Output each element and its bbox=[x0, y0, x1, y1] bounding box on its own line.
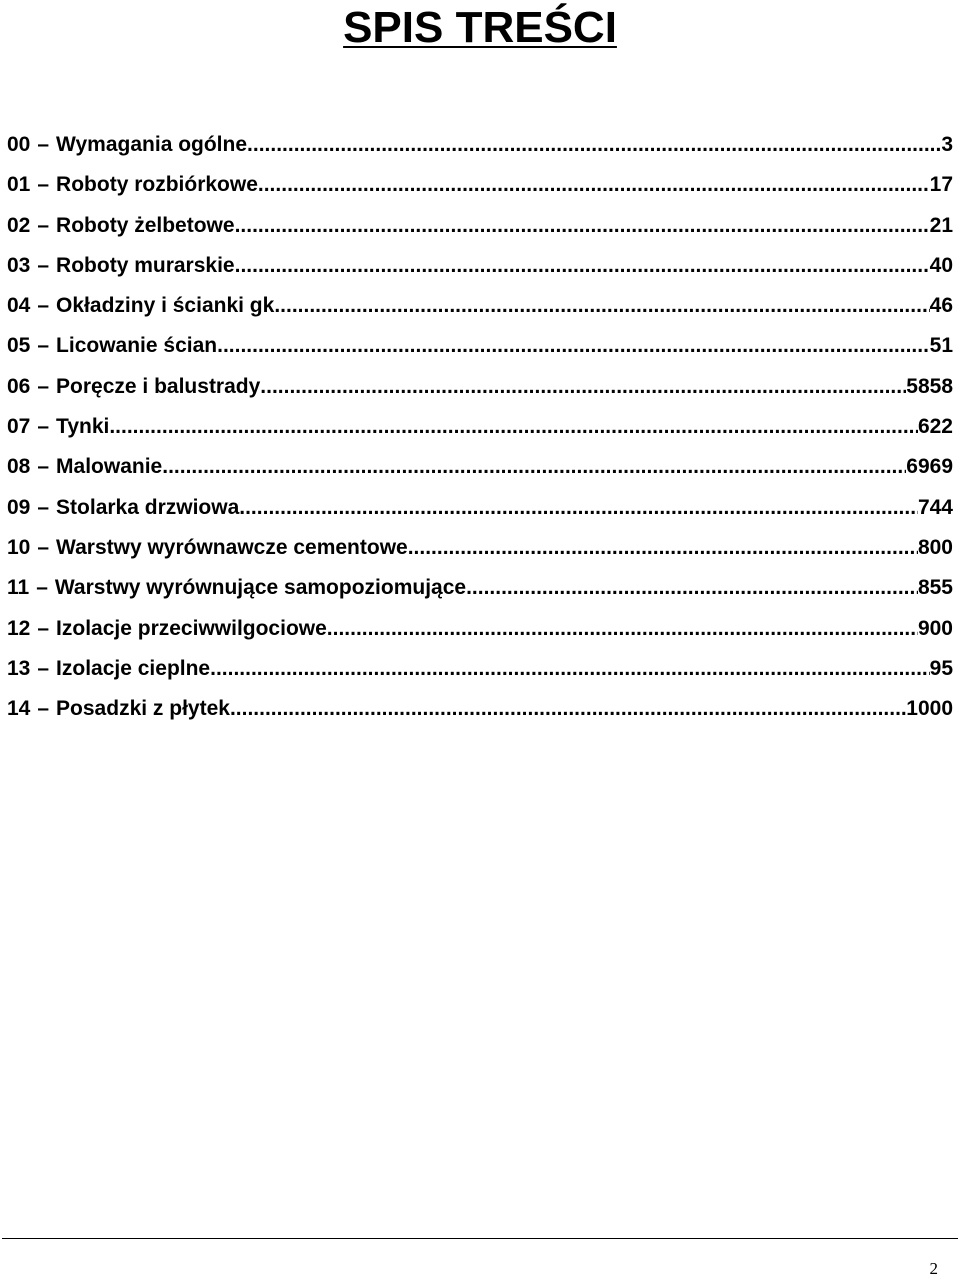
toc-entry-label: Malowanie bbox=[56, 455, 163, 479]
toc-entry-dash: – bbox=[37, 133, 50, 156]
toc-entry-number: 04 bbox=[7, 294, 31, 318]
toc-entry-number: 13 bbox=[7, 656, 31, 680]
toc-entry-number: 02 bbox=[7, 213, 31, 237]
toc-dot-leader bbox=[274, 286, 929, 326]
toc-entry-dash: – bbox=[37, 697, 50, 721]
toc-entry-dash: – bbox=[37, 415, 50, 439]
toc-dot-leader bbox=[327, 609, 918, 649]
toc-entry-label: Stolarka drzwiowa bbox=[56, 495, 240, 519]
toc-entry-05[interactable] bbox=[7, 326, 953, 366]
toc-entry-label: Okładziny i ścianki gk bbox=[56, 294, 275, 318]
toc-entry-page: 51 bbox=[929, 334, 953, 358]
toc-entry-00[interactable] bbox=[7, 125, 953, 165]
toc-dot-leader bbox=[109, 407, 918, 447]
toc-entry-label: Izolacje przeciwwilgociowe bbox=[56, 616, 327, 640]
toc-entry-number: 14 bbox=[7, 697, 31, 721]
page-title: SPIS TREŚCI bbox=[343, 3, 617, 52]
toc-entry-number: 05 bbox=[7, 334, 31, 358]
toc-entry-dash: – bbox=[36, 576, 48, 600]
toc-entry-14[interactable] bbox=[7, 689, 953, 729]
toc-entry-dash: – bbox=[37, 213, 50, 237]
toc-entry-number: 00 bbox=[7, 133, 31, 156]
toc-entry-label: Tynki bbox=[56, 415, 110, 439]
toc-entry-number: 12 bbox=[7, 616, 31, 640]
toc-entry-page: 6969 bbox=[906, 455, 953, 479]
toc-dot-leader bbox=[408, 528, 918, 568]
toc-entry-dash: – bbox=[37, 374, 50, 398]
toc-entry-number: 01 bbox=[7, 173, 31, 197]
toc-entry-number: 10 bbox=[7, 535, 31, 559]
toc-entry-label: Poręcze i balustrady bbox=[56, 374, 261, 398]
toc-entry-label: Izolacje cieplne bbox=[56, 656, 211, 680]
toc-entry-page: 40 bbox=[929, 253, 953, 277]
toc-entry-dash: – bbox=[37, 495, 50, 519]
toc-entry-12[interactable] bbox=[7, 609, 953, 649]
toc-entry-dash: – bbox=[37, 294, 50, 318]
toc-entry-10[interactable] bbox=[7, 528, 953, 568]
toc-entry-dash: – bbox=[37, 334, 50, 358]
toc-entry-06[interactable] bbox=[7, 367, 953, 407]
toc-entry-page: 5858 bbox=[906, 374, 953, 398]
toc-entry-dash: – bbox=[37, 616, 50, 640]
toc-entry-page: 21 bbox=[929, 213, 953, 237]
toc-dot-leader bbox=[235, 206, 930, 246]
table-of-contents bbox=[7, 125, 953, 729]
footer-divider bbox=[2, 1238, 958, 1239]
toc-entry-01[interactable] bbox=[7, 165, 953, 205]
toc-dot-leader bbox=[162, 447, 906, 487]
toc-dot-leader bbox=[230, 689, 906, 729]
toc-entry-04[interactable] bbox=[7, 286, 953, 326]
toc-dot-leader bbox=[258, 165, 930, 205]
toc-entry-number: 07 bbox=[7, 415, 31, 439]
toc-entry-page: 744 bbox=[917, 495, 953, 519]
toc-dot-leader bbox=[235, 246, 930, 286]
toc-entry-label: Warstwy wyrównujące samopoziomujące bbox=[54, 576, 467, 600]
toc-dot-leader bbox=[466, 568, 918, 608]
toc-entry-09[interactable] bbox=[7, 488, 953, 528]
toc-dot-leader bbox=[210, 649, 930, 689]
toc-entry-08[interactable] bbox=[7, 447, 953, 487]
toc-entry-13[interactable] bbox=[7, 649, 953, 689]
toc-entry-label: Warstwy wyrównawcze cementowe bbox=[56, 535, 408, 559]
toc-dot-leader bbox=[217, 326, 930, 366]
toc-entry-page: 622 bbox=[917, 415, 953, 439]
toc-entry-number: 03 bbox=[7, 253, 31, 277]
toc-entry-07[interactable] bbox=[7, 407, 953, 447]
toc-entry-dash: – bbox=[37, 173, 50, 197]
toc-entry-03[interactable] bbox=[7, 246, 953, 286]
toc-entry-page: 95 bbox=[929, 656, 953, 680]
toc-entry-label: Roboty żelbetowe bbox=[56, 213, 235, 237]
toc-entry-page: 855 bbox=[917, 576, 953, 600]
toc-entry-label: Wymagania ogólne bbox=[56, 133, 248, 156]
toc-entry-dash: – bbox=[37, 656, 50, 680]
toc-entry-dash: – bbox=[37, 455, 50, 479]
toc-entry-dash: – bbox=[37, 535, 50, 559]
toc-entry-label: Posadzki z płytek bbox=[56, 697, 230, 721]
toc-entry-number: 08 bbox=[7, 455, 31, 479]
toc-entry-label: Licowanie ścian bbox=[56, 334, 218, 358]
toc-entry-page: 800 bbox=[917, 535, 953, 559]
toc-dot-leader bbox=[239, 488, 918, 528]
toc-entry-page: 17 bbox=[929, 173, 953, 197]
toc-entry-label: Roboty murarskie bbox=[56, 253, 235, 277]
toc-entry-page: 900 bbox=[917, 616, 953, 640]
toc-dot-leader bbox=[247, 125, 941, 165]
toc-dot-leader bbox=[260, 367, 906, 407]
toc-entry-number: 06 bbox=[7, 374, 31, 398]
toc-entry-label: Roboty rozbiórkowe bbox=[56, 173, 258, 197]
toc-entry-page: 1000 bbox=[906, 697, 953, 721]
toc-entry-02[interactable] bbox=[7, 206, 953, 246]
toc-entry-page: 46 bbox=[929, 294, 953, 318]
footer-page-number: 2 bbox=[929, 1259, 938, 1278]
toc-entry-page: 3 bbox=[941, 133, 953, 156]
toc-entry-dash: – bbox=[37, 253, 50, 277]
toc-entry-number: 11 bbox=[7, 576, 30, 600]
toc-entry-11[interactable] bbox=[7, 568, 953, 608]
toc-entry-number: 09 bbox=[7, 495, 31, 519]
